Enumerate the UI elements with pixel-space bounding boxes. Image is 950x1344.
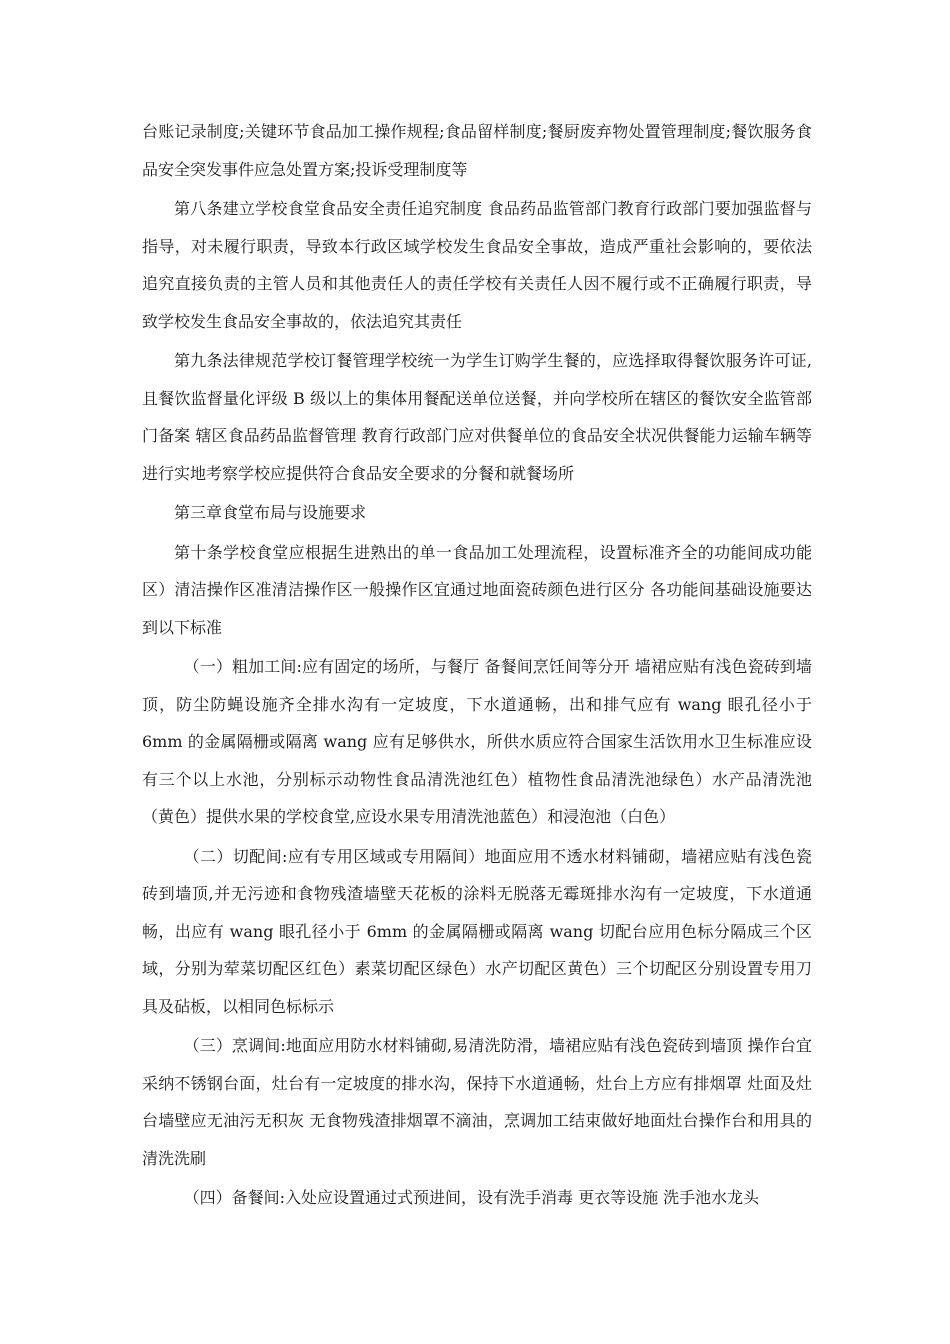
paragraph-serving-room: （四）备餐间:入处应设置通过式预进间，设有洗手消毒 更衣等设施 洗手池水龙头 <box>183 1188 760 1207</box>
paragraph-continued-list: 台账记录制度;关键环节食品加工操作规程;食品留样制度;餐厨废弃物处置管理制度;餐饮服务食品安全突发事件应急处置方案;投诉受理制度等 <box>142 122 812 179</box>
paragraph-article-8: 第八条建立学校食堂食品安全责任追究制度 食品药品监管部门教育行政部门要加强监督与指导，对未履行职责，导致本行政区域学校发生食品安全事故，造成严重社会影响的，要依法追究直接负责的主管人员和其他责任人的责任学校有关责任人因不履行或不正确履行职责，导致学校发生食品安全事故的，依法追究其责任 <box>142 199 812 331</box>
paragraph-rough-processing: （一）粗加工间:应有固定的场所，与餐厅 备餐间烹饪间等分开 墙裙应贴有浅色瓷砖到墙顶，防尘防蝇设施齐全排水沟有一定坡度，下水道通畅，出和排气应有 wang 眼孔径小于 6mm 的金属隔栅或隔离 wang 应有足够供水，所供水质应符合国家生活饮用水卫生标准应设有三个以上水池，分别标示动物性食品清洗池红色）植物性食品清洗池绿色）水产品清洗池（黄色）提供水果的学校食堂,应设水果专用清洗池蓝色）和浸泡池（白色） <box>142 657 812 826</box>
paragraph-cooking-room: （三）烹调间:地面应用防水材料铺砌,易清洗防滑，墙裙应贴有浅色瓷砖到墙顶 操作台宜采纳不锈钢台面，灶台有一定坡度的排水沟，保持下水道通畅，灶台上方应有排烟罩 灶面及灶台墙壁应无油污无积灰 无食物残渣排烟罩不滴油，烹调加工结束做好地面灶台操作台和用具的清洗洗刷 <box>142 1036 812 1168</box>
document-body <box>142 113 812 1217</box>
paragraph-cutting-room: （二）切配间:应有专用区域或专用隔间）地面应用不透水材料铺砌，墙裙应贴有浅色瓷砖到墙顶,并无污迹和食物残渣墙壁天花板的涂料无脱落无霉斑排水沟有一定坡度，下水道通畅，出应有 wang 眼孔径小于 6mm 的金属隔栅或隔离 wang 切配台应用色标分隔成三个区域，分别为荤菜切配区红色）素菜切配区绿色）水产切配区黄色）三个切配区分别设置专用刀具及砧板，以相同色标标示 <box>142 846 812 1016</box>
paragraph-article-10: 第十条学校食堂应根据生进熟出的单一食品加工处理流程，设置标准齐全的功能间成功能区）清洁操作区准清洁操作区一般操作区宜通过地面瓷砖颜色进行区分 各功能间基础设施要达到以下标准 <box>142 542 812 637</box>
paragraph-article-9: 第九条法律规范学校订餐管理学校统一为学生订购学生餐的，应选择取得餐饮服务许可证,且餐饮监督量化评级 B 级以上的集体用餐配送单位送餐，并向学校所在辖区的餐饮安全监管部门备案 辖区食品药品监督管理 教育行政部门应对供餐单位的食品安全状况供餐能力运输车辆等进行实地考察学校应提供符合食品安全要求的分餐和就餐场所 <box>142 351 812 483</box>
chapter-heading: 第三章食堂布局与设施要求 <box>174 503 367 522</box>
